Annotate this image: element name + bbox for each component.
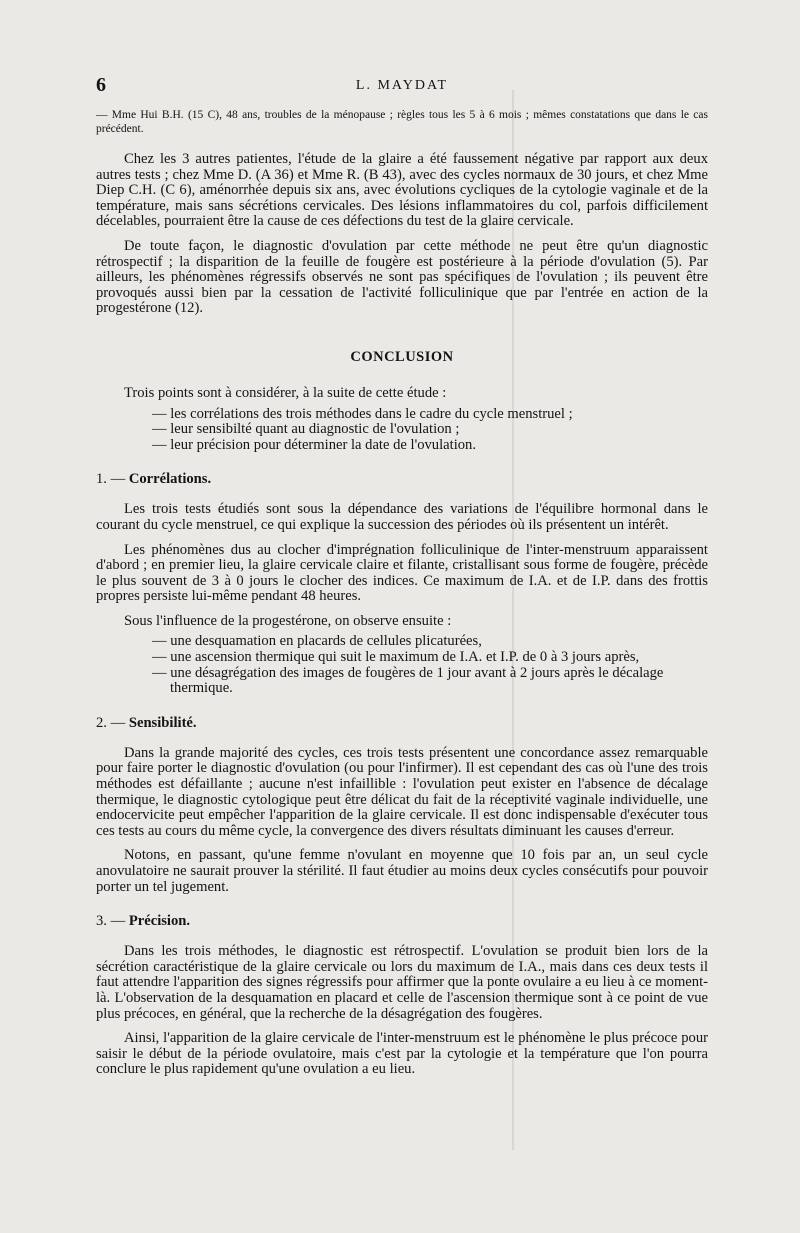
list-item: — une désagrégation des images de fougères de 1 jour avant à 2 jours après le décalage thermique. [152, 664, 664, 697]
section-heading-precision [96, 913, 708, 930]
section-title: Corrélations. [128, 471, 212, 488]
page-number: 6 [96, 74, 106, 96]
precision-paragraph-2: Ainsi, l'apparition de la glaire cervicale de l'inter-menstruum est le phénomène le plus précoce pour saisir le début de la période ovulatoire, mais c'est par la cytologie et la température que l'on pourra conclure le plus rapidement qu'une ovulation a eu lieu. [96, 1030, 708, 1078]
case-note: — Mme Hui B.H. (15 C), 48 ans, troubles de la ménopause ; règles tous les 5 à 6 mois ; mêmes constatations que dans le cas précédent. [96, 109, 708, 135]
conclusion-point: — leur précision pour déterminer la date de l'ovulation. [152, 436, 476, 453]
running-head [96, 74, 708, 102]
correlations-paragraph-2: Les phénomènes dus au clocher d'imprégnation folliculinique de l'inter-menstruum apparaissent d'abord ; en premier lieu, la glaire cervicale claire et filante, cristallisant sous forme de fougère, précède le plus souvent de 3 à 0 jours le clocher des indices. Ce maximum de I.A. et de I.P. dans des frottis propres persiste lui-même pendant 48 heures. [96, 541, 708, 605]
correlations-paragraph-3: Sous l'influence de la progestérone, on observe ensuite : [124, 612, 452, 629]
page-content [96, 74, 708, 1087]
conclusion-point: — leur sensibilté quant au diagnostic de l'ovulation ; [152, 421, 460, 438]
conclusion-heading: CONCLUSION [350, 348, 454, 365]
section-heading-correlations [96, 471, 708, 488]
conclusion-point: — les corrélations des trois méthodes dans le cadre du cycle menstruel ; [152, 405, 573, 422]
list-item: — une ascension thermique qui suit le maximum de I.A. et I.P. de 0 à 3 jours après, [152, 649, 640, 666]
conclusion-intro: Trois points sont à considérer, à la suite de cette étude : [124, 384, 447, 401]
running-title: L. MAYDAT [355, 78, 449, 93]
intro-paragraph-1: Chez les 3 autres patientes, l'étude de la glaire a été faussement négative par rapport aux deux autres tests ; chez Mme D. (A 36) et Mme R. (B 43), avec des cycles normaux de 30 jours, et chez Mme Diep C.H. (C 6), aménorrhée depuis six ans, avec évolutions cycliques de la cytologie vaginale et de la température, mais sans sécrétions cervicales. Des lésions inflammatoires du col, parfois difficilement décelables, pourraient être la cause de ces défections du test de la glaire cervicale. [96, 151, 708, 230]
section-number: 3. — [96, 913, 126, 930]
precision-paragraph-1: Dans les trois méthodes, le diagnostic est rétrospectif. L'ovulation se produit bien lors de la sécrétion caractéristique de la glaire cervicale ou lors du maximum de I.A., mais dans ces deux tests il faut attendre l'apparition des signes régressifs pour affirmer que la ponte ovulaire a eu lieu à ce moment-là. L'observation de la desquamation en placard et celle de l'ascension thermique sont à ce point de vue plus précoces, en général, que la recherche de la désagrégation des fougères. [96, 943, 708, 1022]
progesterone-effects-list [96, 634, 708, 696]
sensibilite-paragraph-1: Dans la grande majorité des cycles, ces trois tests présentent une concordance assez remarquable pour faire porter le diagnostic d'ovulation (ou pour l'infirmer). Il est cependant des cas où l'une des trois méthodes est défaillante ; aucune n'est infaillible : l'ovulation peut exister en l'absence de décalage thermique, le diagnostic cytologique peut être délicat du fait de la réceptivité vaginale individuelle, une endocervicite peut empêcher l'apparition de la glaire cervicale. Il est donc indispensable d'exécuter tous ces tests au cours du même cycle, la convergence des divers résultats diminuant les causes d'erreur. [96, 744, 708, 839]
section-title: Sensibilité. [128, 714, 197, 731]
list-item: — une desquamation en placards de cellules plicaturées, [152, 633, 482, 650]
section-number: 2. — [96, 714, 126, 731]
correlations-paragraph-1: Les trois tests étudiés sont sous la dépendance des variations de l'équilibre hormonal dans le courant du cycle menstruel, ce qui explique la succession des périodes où ils présentent un intérêt. [96, 501, 708, 533]
intro-paragraph-2: De toute façon, le diagnostic d'ovulation par cette méthode ne peut être qu'un diagnostic rétrospectif ; la disparition de la feuille de fougère est postérieure à la période d'ovulation (5). Par ailleurs, les phénomènes régressifs observés ne sont pas spécifiques de l'ovulation ; ils peuvent être provoqués aussi bien par la cessation de l'activité folliculinique que par l'entrée en action de la progestérone (12). [96, 237, 708, 317]
section-heading-sensibilite [96, 715, 708, 732]
conclusion-points [96, 407, 708, 454]
section-number: 1. — [96, 471, 126, 488]
sensibilite-paragraph-2: Notons, en passant, qu'une femme n'ovulant en moyenne que 10 fois par an, un seul cycle anovulatoire ne saurait prouver la stérilité. Il faut étudier au moins deux cycles consécutifs pour pouvoir porter un tel jugement. [96, 847, 708, 895]
section-title: Précision. [128, 913, 191, 930]
